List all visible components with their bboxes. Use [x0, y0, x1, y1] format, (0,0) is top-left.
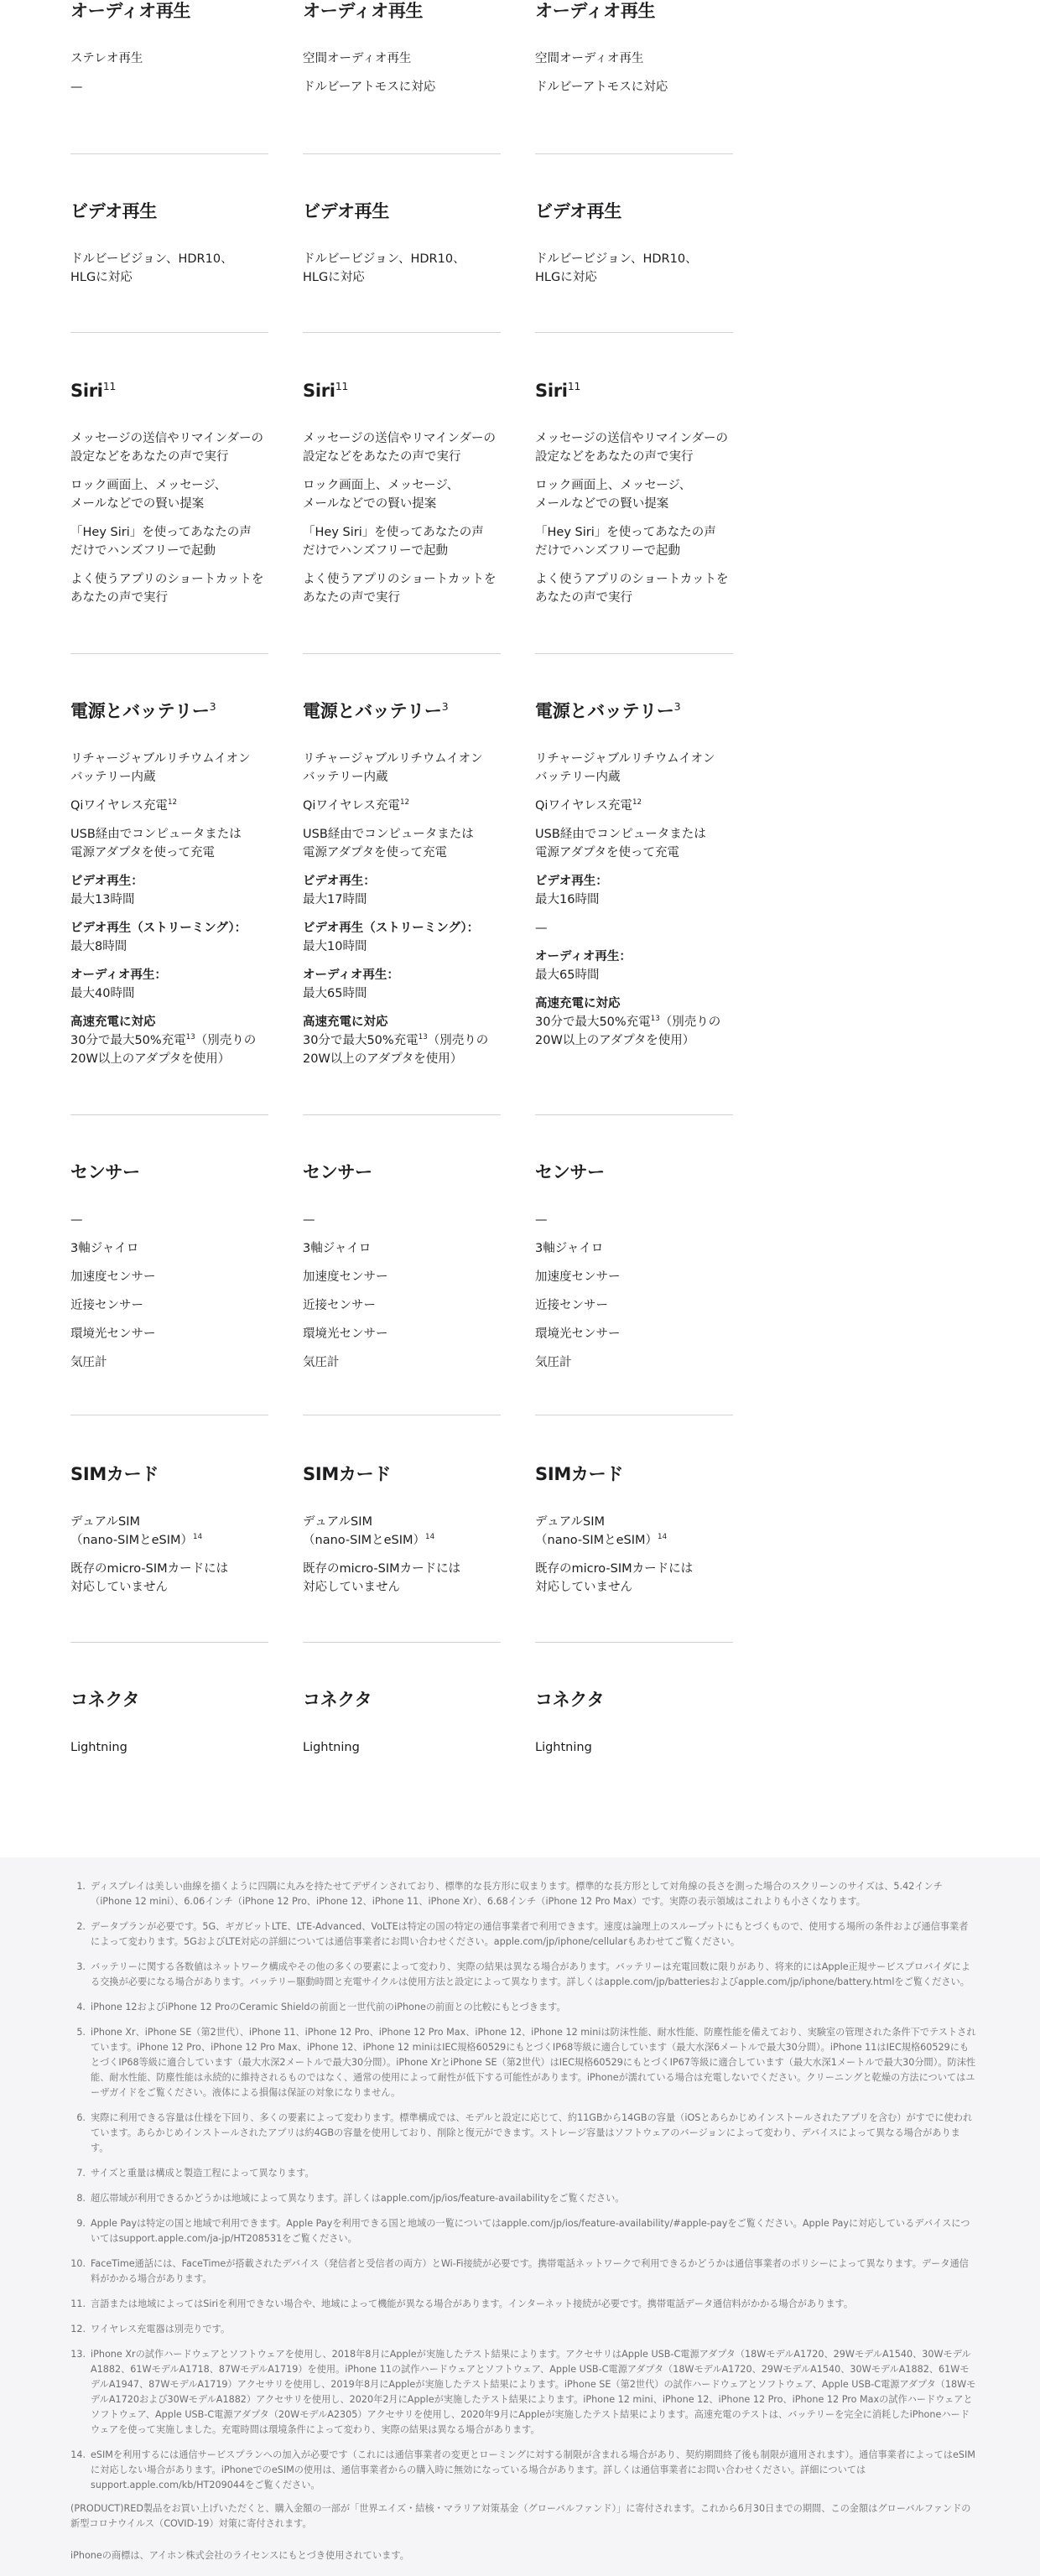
spec-item — [303, 570, 501, 607]
divider — [535, 332, 733, 333]
spec-item-label: ビデオ再生： — [303, 875, 376, 888]
spec-item-text: Qiワイヤレス充電 — [303, 799, 400, 813]
spec-title-text: 電源とバッテリー — [303, 701, 442, 721]
spec-item-text: 3軸ジャイロ — [535, 1242, 604, 1255]
spec-item — [535, 1513, 733, 1550]
spec-column — [303, 1161, 501, 1382]
footnote — [70, 2191, 976, 2206]
spec-item-text: 最大10時間 — [303, 940, 367, 953]
spec-item-text: Lightning — [303, 1741, 360, 1754]
footnote — [70, 2297, 976, 2312]
divider — [70, 653, 268, 654]
spec-item-text: 3軸ジャイロ — [303, 1242, 372, 1255]
spec-item-text: よく使うアプリのショートカットを あなたの声で実行 — [303, 573, 497, 605]
spec-title-text: SIMカード — [535, 1464, 624, 1484]
spec-item-text: USB経由でコンピュータまたは 電源アダプタを使って充電 — [535, 828, 706, 860]
footnote-ref[interactable]: 3 — [209, 700, 216, 713]
spec-title — [70, 1463, 268, 1485]
footnote-text: ワイヤレス充電器は別売りです。 — [91, 2324, 231, 2334]
spec-item-text: — — [70, 80, 83, 94]
footnote-text: iPhone Xr、iPhone SE（第2世代）、iPhone 11、iPhone 12 Pro、iPhone 12 Pro Max、iPhone 12、iPhone 12 miniは防沫性能、耐水性能、防塵性能を備えており、実験室の管理された条件下でテストされています。iPhone 12 Pro、iPhone 12 Pro Max、iPhone 12、iPhone 12 miniはIEC規格60529にもとづくIP68等級に適合しています（最大水深6メートルで最大30分間）。iPhone 11はIEC規格60529にもとづくIP68等級に適合しています（最大水深2メートルで最大30分間）。iPhone XrとiPhone SE（第2世代）はIEC規格60529にもとづくIP67等級に適合しています（最大水深1メートルで最大30分間）。防沫性能、耐水性能、防塵性能は永続的に維持されるものではなく、通常の使用によって耐性が低下する可能性があります。iPhoneが濡れている場合は充電しないでください。クリーニングと乾燥の方法についてはユーザガイドをご覧ください。液体による損傷は保証の対象になりません。 — [91, 2027, 976, 2098]
spec-item-text: 加速度センサー — [303, 1270, 388, 1284]
spec-item — [535, 872, 733, 909]
spec-item — [70, 1211, 268, 1229]
spec-item-text: Lightning — [535, 1741, 592, 1754]
spec-item-text: デュアルSIM （nano-SIMとeSIM） — [70, 1515, 194, 1547]
spec-item — [303, 250, 501, 287]
divider — [303, 1114, 501, 1115]
spec-item-text: 気圧計 — [535, 1356, 572, 1369]
spec-column — [303, 380, 501, 617]
spec-item — [70, 1239, 268, 1258]
spec-item — [303, 1560, 501, 1597]
spec-title-text: SIMカード — [70, 1464, 159, 1484]
spec-item-text: 最大17時間 — [303, 893, 367, 906]
spec-item — [303, 49, 501, 68]
spec-item-text: — — [535, 1213, 548, 1227]
spec-item-text: 最大65時間 — [535, 969, 600, 982]
footnote-number: 14. — [70, 2449, 86, 2460]
spec-title — [70, 380, 268, 402]
spec-item — [535, 1239, 733, 1258]
footnote-ref[interactable]: 13 — [185, 1033, 195, 1042]
footnote-number: 8. — [76, 2193, 86, 2204]
spec-item-text: デュアルSIM （nano-SIMとeSIM） — [535, 1515, 658, 1547]
footnote-number: 5. — [76, 2027, 86, 2038]
footnote-text: eSIMを利用するには通信サービスプランへの加入が必要です（これには通信事業者の変更とローミングに対する制限が含まれる場合があり、契約期間終了後も制限が適用されます）。通信事業者によってはeSIMに対応しない場合があります。iPhoneでのeSIMの使用は、通信事業者からの購入時に無効になっている場合があります。詳しくは通信事業者にお問い合わせください。詳細についてはsupport.apple.com/kb/HT209044をご覧ください。 — [91, 2449, 975, 2490]
spec-item-text: Qiワイヤレス充電 — [535, 799, 632, 813]
spec-title-text: Siri — [535, 381, 568, 401]
spec-title — [535, 1463, 733, 1485]
spec-item-label: 高速充電に対応 — [303, 1015, 388, 1029]
spec-item-text: ドルビービジョン、HDR10、 HLGに対応 — [535, 252, 698, 284]
spec-item-text: 最大16時間 — [535, 893, 600, 906]
footnote-number: 6. — [76, 2112, 86, 2123]
spec-item — [70, 1738, 268, 1757]
spec-item-text: ロック画面上、メッセージ、 メールなどでの賢い提案 — [535, 479, 692, 511]
footnote-text: ディスプレイは美しい曲線を描くように四隅に丸みを持たせてデザインされており、標準的な長方形に収まります。標準的な長方形として対角線の長さを測った場合のスクリーンのサイズは、5.42インチ（iPhone 12 mini）、6.06インチ（iPhone 12 Pro、iPhone 12、iPhone 11、iPhone Xr）、6.68インチ（iPhone 12 Pro Max）です。実際の表示領域はこれよりも小さくなります。 — [91, 1881, 943, 1907]
spec-item-text: ドルビービジョン、HDR10、 HLGに対応 — [303, 252, 465, 284]
spec-item-text: （別売りの 20W以上のアダプタを使用） — [303, 1034, 489, 1066]
spec-item — [535, 1211, 733, 1229]
spec-item — [303, 1353, 501, 1372]
spec-item-text: 近接センサー — [303, 1299, 376, 1312]
spec-item-label: オーディオ再生： — [70, 969, 167, 982]
footnote-ref[interactable]: 11 — [567, 380, 581, 392]
spec-item-label: オーディオ再生： — [303, 969, 399, 982]
spec-column — [70, 200, 268, 297]
spec-column — [535, 1689, 733, 1767]
spec-column — [70, 700, 268, 1078]
spec-title-text: センサー — [70, 1162, 140, 1182]
spec-item-text: リチャージャブルリチウムイオン バッテリー内蔵 — [70, 752, 251, 784]
spec-item — [303, 523, 501, 560]
spec-item — [535, 476, 733, 513]
spec-item — [535, 1353, 733, 1372]
spec-item-text: 空間オーディオ再生 — [303, 52, 412, 65]
spec-item — [535, 995, 733, 1050]
spec-item — [535, 919, 733, 937]
spec-title — [303, 700, 501, 722]
spec-item — [303, 78, 501, 96]
spec-title-text: ビデオ再生 — [535, 201, 622, 221]
footnote-ref[interactable]: 12 — [167, 798, 177, 808]
spec-item-text: Qiワイヤレス充電 — [70, 799, 168, 813]
spec-item — [535, 797, 733, 815]
spec-item-text: メッセージの送信やリマインダーの 設定などをあなたの声で実行 — [70, 432, 263, 464]
spec-title-text: オーディオ再生 — [303, 1, 424, 21]
footnote-number: 1. — [76, 1881, 86, 1892]
spec-item-text: USB経由でコンピュータまたは 電源アダプタを使って充電 — [70, 828, 242, 860]
spec-item — [303, 825, 501, 862]
footnote-ref[interactable]: 11 — [102, 380, 117, 392]
spec-item — [70, 1325, 268, 1343]
footnote-ref[interactable]: 12 — [632, 798, 642, 808]
footnote — [70, 2257, 976, 2287]
spec-title-text: センサー — [303, 1162, 372, 1182]
footnote — [70, 2111, 976, 2156]
spec-title — [303, 1689, 501, 1711]
footnote-text: iPhone 12およびiPhone 12 ProのCeramic Shieldの前面と一世代前のiPhoneの前面との比較にもとづきます。 — [91, 2002, 566, 2012]
divider — [70, 153, 268, 154]
spec-item — [303, 1268, 501, 1286]
spec-item — [70, 966, 268, 1003]
spec-item-text: 加速度センサー — [70, 1270, 156, 1284]
spec-title-text: センサー — [535, 1162, 605, 1182]
footnote-ref[interactable]: 14 — [193, 1533, 203, 1542]
footnote-ref[interactable]: 14 — [425, 1533, 435, 1542]
spec-item — [535, 1738, 733, 1757]
spec-item-text: ドルビーアトモスに対応 — [535, 80, 668, 94]
spec-item — [70, 1296, 268, 1315]
product-red-note: (PRODUCT)RED製品をお買い上げいただくと、購入金額の一部が「世界エイズ・結核・マラリア対策基金（グローバルファンド）」に寄付されます。これから6月30日までの期間、この金額はグローバルファンドの新型コロナウイルス（COVID-19）対策に寄付されます。 — [70, 2503, 971, 2529]
footnote-text: 実際に利用できる容量は仕様を下回り、多くの要素によって変わります。標準構成では、モデルと設定に応じて、約11GBから14GBの容量（iOSとあらかじめインストールされたアプリを含む）がすでに使われています。あらかじめインストールされたアプリは約4GBの容量を使用しており、削除と復元ができます。ストレージ容量はソフトウェアのバージョンによって変わり、デバイスによって異なる場合があります。 — [91, 2112, 973, 2153]
footnote-number: 12. — [70, 2324, 86, 2334]
divider — [70, 1114, 268, 1115]
spec-title-text: ビデオ再生 — [303, 201, 390, 221]
footnote-number: 4. — [76, 2002, 86, 2012]
spec-item — [303, 1325, 501, 1343]
spec-item-text: デュアルSIM （nano-SIMとeSIM） — [303, 1515, 426, 1547]
spec-column — [70, 1689, 268, 1767]
spec-title-text: Siri — [303, 381, 335, 401]
spec-column — [535, 1161, 733, 1382]
spec-item-text: 30分で最大50%充電 — [303, 1034, 419, 1047]
spec-item-text: 「Hey Siri」を使ってあなたの声 だけでハンズフリーで起動 — [535, 526, 716, 558]
spec-item-label: ビデオ再生（ストリーミング）： — [303, 922, 480, 935]
spec-column — [535, 0, 733, 106]
spec-item-text: 既存のmicro-SIMカードには 対応していません — [70, 1562, 229, 1594]
divider — [535, 1642, 733, 1643]
footnote-number: 11. — [70, 2298, 86, 2309]
spec-item — [303, 872, 501, 909]
spec-column — [535, 200, 733, 297]
spec-item — [535, 78, 733, 96]
footnote — [70, 2216, 976, 2246]
footnote-text: サイズと重量は構成と製造工程によって異なります。 — [91, 2168, 315, 2179]
spec-column — [303, 1689, 501, 1767]
footnotes-section — [0, 1857, 1040, 2576]
spec-item-text: リチャージャブルリチウムイオン バッテリー内蔵 — [535, 752, 715, 784]
spec-item — [70, 49, 268, 68]
spec-item — [70, 570, 268, 607]
spec-column — [535, 700, 733, 1060]
footnote-list — [70, 1879, 976, 2503]
spec-title-text: コネクタ — [303, 1690, 372, 1710]
spec-title — [535, 1689, 733, 1711]
spec-column — [535, 380, 733, 617]
spec-item-text: ドルビーアトモスに対応 — [303, 80, 436, 94]
spec-item-text: 環境光センサー — [535, 1327, 621, 1341]
spec-column — [70, 1161, 268, 1382]
spec-item-text: 最大8時間 — [70, 940, 127, 953]
footnote — [70, 2000, 976, 2015]
spec-item-text: （別売りの 20W以上のアダプタを使用） — [535, 1015, 721, 1047]
divider — [303, 332, 501, 333]
spec-title-text: Siri — [70, 381, 103, 401]
spec-item-text: 既存のmicro-SIMカードには 対応していません — [303, 1562, 461, 1594]
spec-item — [303, 966, 501, 1003]
spec-item — [535, 948, 733, 984]
footnote — [70, 2025, 976, 2101]
spec-item — [303, 1239, 501, 1258]
spec-item — [535, 523, 733, 560]
footnote-ref[interactable]: 11 — [335, 380, 349, 392]
spec-title — [535, 0, 733, 22]
spec-item — [70, 919, 268, 956]
spec-item — [535, 49, 733, 68]
footnote — [70, 1919, 976, 1950]
footnote-number: 3. — [76, 1961, 86, 1972]
spec-item-text: 環境光センサー — [70, 1327, 156, 1341]
footnote — [70, 2448, 976, 2493]
spec-item-text: 「Hey Siri」を使ってあなたの声 だけでハンズフリーで起動 — [70, 526, 252, 558]
spec-title-text: 電源とバッテリー — [535, 701, 674, 721]
spec-item — [535, 250, 733, 287]
spec-item — [535, 750, 733, 787]
spec-item — [535, 429, 733, 466]
spec-item-text: Lightning — [70, 1741, 127, 1754]
spec-title — [535, 1161, 733, 1183]
spec-column — [303, 200, 501, 297]
spec-item-text: 最大13時間 — [70, 893, 135, 906]
spec-title-text: オーディオ再生 — [535, 1, 656, 21]
spec-item-text: メッセージの送信やリマインダーの 設定などをあなたの声で実行 — [535, 432, 728, 464]
spec-item-text: 3軸ジャイロ — [70, 1242, 139, 1255]
spec-title — [303, 1161, 501, 1183]
spec-item-text: 気圧計 — [303, 1356, 340, 1369]
spec-item-text: 最大65時間 — [303, 987, 367, 1000]
spec-title — [303, 380, 501, 402]
spec-item-text: 近接センサー — [70, 1299, 143, 1312]
spec-item-text: リチャージャブルリチウムイオン バッテリー内蔵 — [303, 752, 483, 784]
spec-item-text: 環境光センサー — [303, 1327, 388, 1341]
spec-item — [303, 1513, 501, 1550]
spec-title-text: SIMカード — [303, 1464, 392, 1484]
spec-column — [303, 1463, 501, 1607]
spec-item-text: ロック画面上、メッセージ、 メールなどでの賢い提案 — [70, 479, 227, 511]
spec-item — [70, 797, 268, 815]
footnote-text: iPhone Xrの試作ハードウェアとソフトウェアを使用し、2018年8月にAppleが実施したテスト結果によります。アクセサリはApple USB-C電源アダプタ（18WモデルA1720、29WモデルA1540、30WモデルA1882、61WモデルA1718、87WモデルA1719）を使用。iPhone 11の試作ハードウェアとソフトウェア、Apple USB-C電源アダプタ（18WモデルA1720、29WモデルA1540、30WモデルA1882、61WモデルA1947、87WモデルA1719）アクセサリを使用し、2019年8月にAppleが実施したテスト結果によります。iPhone SE（第2世代）の試作ハードウェアとソフトウェア、Apple USB-C電源アダプタ（18WモデルA1720および30WモデルA1882）アクセサリを使用し、2020年2月にAppleが実施したテスト結果によります。iPhone 12 mini、iPhone 12、iPhone 12 Pro、iPhone 12 Pro Maxの試作ハードウェアとソフトウェア、Apple USB-C電源アダプタ（20WモデルA2305）アクセサリを使用し、2020年9月にAppleが実施したテスト結果によります。高速充電のテストは、バッテリーを完全に消耗したiPhoneハードウェアを使って実施しました。充電時間は環境条件によって変わり、実際の結果は異なる場合があります。 — [91, 2349, 976, 2435]
spec-title-text: ビデオ再生 — [70, 201, 158, 221]
spec-item — [303, 429, 501, 466]
spec-item-label: ビデオ再生： — [70, 875, 143, 888]
spec-item — [70, 523, 268, 560]
footnote-ref[interactable]: 12 — [399, 798, 409, 808]
footnote-text: Apple Payは特定の国と地域で利用できます。Apple Payを利用できる国と地域の一覧についてはapple.com/jp/ios/feature-availability/#apple-payをご覧ください。Apple Payに対応しているデバイスについてはsupport.apple.com/ja-jp/HT208531をご覧ください。 — [91, 2218, 970, 2244]
spec-item — [303, 1013, 501, 1068]
spec-column — [535, 1463, 733, 1607]
divider — [70, 332, 268, 333]
spec-item — [535, 570, 733, 607]
spec-item — [70, 429, 268, 466]
spec-item — [303, 476, 501, 513]
spec-item-text: — — [70, 1213, 83, 1227]
spec-column — [70, 1463, 268, 1607]
footnote-number: 2. — [76, 1921, 86, 1932]
spec-item-text: よく使うアプリのショートカットを あなたの声で実行 — [535, 573, 729, 605]
divider — [535, 153, 733, 154]
spec-item-text: ドルビービジョン、HDR10、 HLGに対応 — [70, 252, 233, 284]
spec-title — [303, 200, 501, 222]
spec-item-text: 加速度センサー — [535, 1270, 621, 1284]
spec-item — [70, 1268, 268, 1286]
footnote-ref[interactable]: 13 — [418, 1033, 428, 1042]
spec-item — [70, 476, 268, 513]
spec-item — [70, 825, 268, 862]
divider — [535, 1114, 733, 1115]
divider — [70, 1642, 268, 1643]
spec-item — [70, 1353, 268, 1372]
divider — [303, 653, 501, 654]
spec-item — [535, 1325, 733, 1343]
spec-item — [70, 78, 268, 96]
divider — [303, 1642, 501, 1643]
spec-item-text: 既存のmicro-SIMカードには 対応していません — [535, 1562, 694, 1594]
footnote — [70, 2322, 976, 2337]
spec-item-text: ステレオ再生 — [70, 52, 143, 65]
spec-item — [303, 1296, 501, 1315]
spec-title — [303, 0, 501, 22]
footnote-ref[interactable]: 13 — [650, 1015, 660, 1024]
spec-item-text: — — [535, 922, 548, 935]
spec-item-text: 30分で最大50%充電 — [70, 1034, 186, 1047]
spec-title-text: オーディオ再生 — [70, 1, 191, 21]
spec-title — [70, 700, 268, 722]
spec-item-label: 高速充電に対応 — [70, 1015, 156, 1029]
footnote-text: バッテリーに関する各数値はネットワーク構成やその他の多くの要素によって変わり、実際の結果は異なる場合があります。バッテリーは充電回数に限りがあり、将来的にはApple正規サービスプロバイダによる交換が必要になる場合があります。バッテリー駆動時間と充電サイクルは使用方法と設定によって異なります。詳しくはapple.com/jp/batteriesおよびapple.com/jp/iphone/battery.htmlをご覧ください。 — [91, 1961, 971, 1987]
spec-item — [70, 1013, 268, 1068]
footnote — [70, 1960, 976, 1990]
spec-item — [535, 1560, 733, 1597]
spec-item — [535, 1296, 733, 1315]
spec-title — [70, 1689, 268, 1711]
spec-item-text: 最大40時間 — [70, 987, 135, 1000]
spec-column — [70, 0, 268, 106]
spec-title-text: コネクタ — [70, 1690, 140, 1710]
footnote-number: 10. — [70, 2258, 86, 2269]
spec-item — [303, 750, 501, 787]
spec-item-text: メッセージの送信やリマインダーの 設定などをあなたの声で実行 — [303, 432, 496, 464]
spec-title — [70, 0, 268, 22]
footnote-number: 9. — [76, 2218, 86, 2229]
spec-item-label: ビデオ再生（ストリーミング）： — [70, 922, 247, 935]
divider — [535, 653, 733, 654]
footnote — [70, 1879, 976, 1909]
spec-title — [535, 700, 733, 722]
spec-title — [70, 1161, 268, 1183]
spec-item-label: 高速充電に対応 — [535, 997, 621, 1010]
footnote-text: 言語または地域によってはSiriを利用できない場合や、地域によって機能が異なる場合があります。インターネット接続が必要です。携帯電話データ通信料がかかる場合があります。 — [91, 2298, 854, 2309]
spec-item — [303, 1738, 501, 1757]
spec-item-text: 30分で最大50%充電 — [535, 1015, 651, 1029]
footnote — [70, 2166, 976, 2181]
spec-item-text: 「Hey Siri」を使ってあなたの声 だけでハンズフリーで起動 — [303, 526, 484, 558]
spec-item-text: USB経由でコンピュータまたは 電源アダプタを使って充電 — [303, 828, 474, 860]
spec-title — [535, 200, 733, 222]
footnote-number: 7. — [76, 2168, 86, 2179]
spec-item-text: よく使うアプリのショートカットを あなたの声で実行 — [70, 573, 264, 605]
spec-title — [303, 1463, 501, 1485]
spec-item — [70, 872, 268, 909]
footnote-ref[interactable]: 3 — [441, 700, 449, 713]
footnote-number: 13. — [70, 2349, 86, 2360]
footnote-text: FaceTime通話には、FaceTimeが搭載されたデバイス（発信者と受信者の両方）とWi-Fi接続が必要です。携帯電話ネットワークで利用できるかどうかは通信事業者のポリシーによって異なります。データ通信料がかかる場合があります。 — [91, 2258, 969, 2284]
footnote-text: データプランが必要です。5G、ギガビットLTE、LTE-Advanced、VoLTEは特定の国の特定の通信事業者で利用できます。速度は論理上のスループットにもとづくもので、使用する場所の条件および通信事業者によって変わります。5GおよびLTE対応の詳細については通信事業者にお問い合わせください。apple.com/jp/iphone/cellularもあわせてご覧ください。 — [91, 1921, 969, 1947]
spec-item-text: ロック画面上、メッセージ、 メールなどでの賢い提案 — [303, 479, 460, 511]
trademark-note: iPhoneの商標は、アイホン株式会社のライセンスにもとづき使用されています。 — [70, 2550, 409, 2561]
spec-item — [70, 1513, 268, 1550]
spec-column — [303, 0, 501, 106]
footnote-ref[interactable]: 14 — [658, 1533, 668, 1542]
spec-column — [70, 380, 268, 617]
spec-item — [303, 797, 501, 815]
spec-title — [535, 380, 733, 402]
spec-item-label: オーディオ再生： — [535, 950, 632, 963]
spec-item-text: 空間オーディオ再生 — [535, 52, 644, 65]
spec-item — [70, 250, 268, 287]
spec-title-text: 電源とバッテリー — [70, 701, 210, 721]
spec-item — [70, 750, 268, 787]
footnote-text: 超広帯域が利用できるかどうかは地域によって異なります。詳しくはapple.com/jp/ios/feature-availabilityをご覧ください。 — [91, 2193, 625, 2204]
footnote-ref[interactable]: 3 — [673, 700, 681, 713]
footnote — [70, 2347, 976, 2438]
spec-item — [535, 825, 733, 862]
spec-item-text: 気圧計 — [70, 1356, 107, 1369]
spec-title — [70, 200, 268, 222]
spec-item — [303, 1211, 501, 1229]
spec-item — [535, 1268, 733, 1286]
spec-item-label: ビデオ再生： — [535, 875, 608, 888]
spec-item-text: 近接センサー — [535, 1299, 608, 1312]
spec-column — [303, 700, 501, 1078]
spec-item — [303, 919, 501, 956]
divider — [303, 153, 501, 154]
spec-item — [70, 1560, 268, 1597]
spec-title-text: コネクタ — [535, 1690, 605, 1710]
spec-item-text: — — [303, 1213, 315, 1227]
spec-item-text: （別売りの 20W以上のアダプタを使用） — [70, 1034, 257, 1066]
